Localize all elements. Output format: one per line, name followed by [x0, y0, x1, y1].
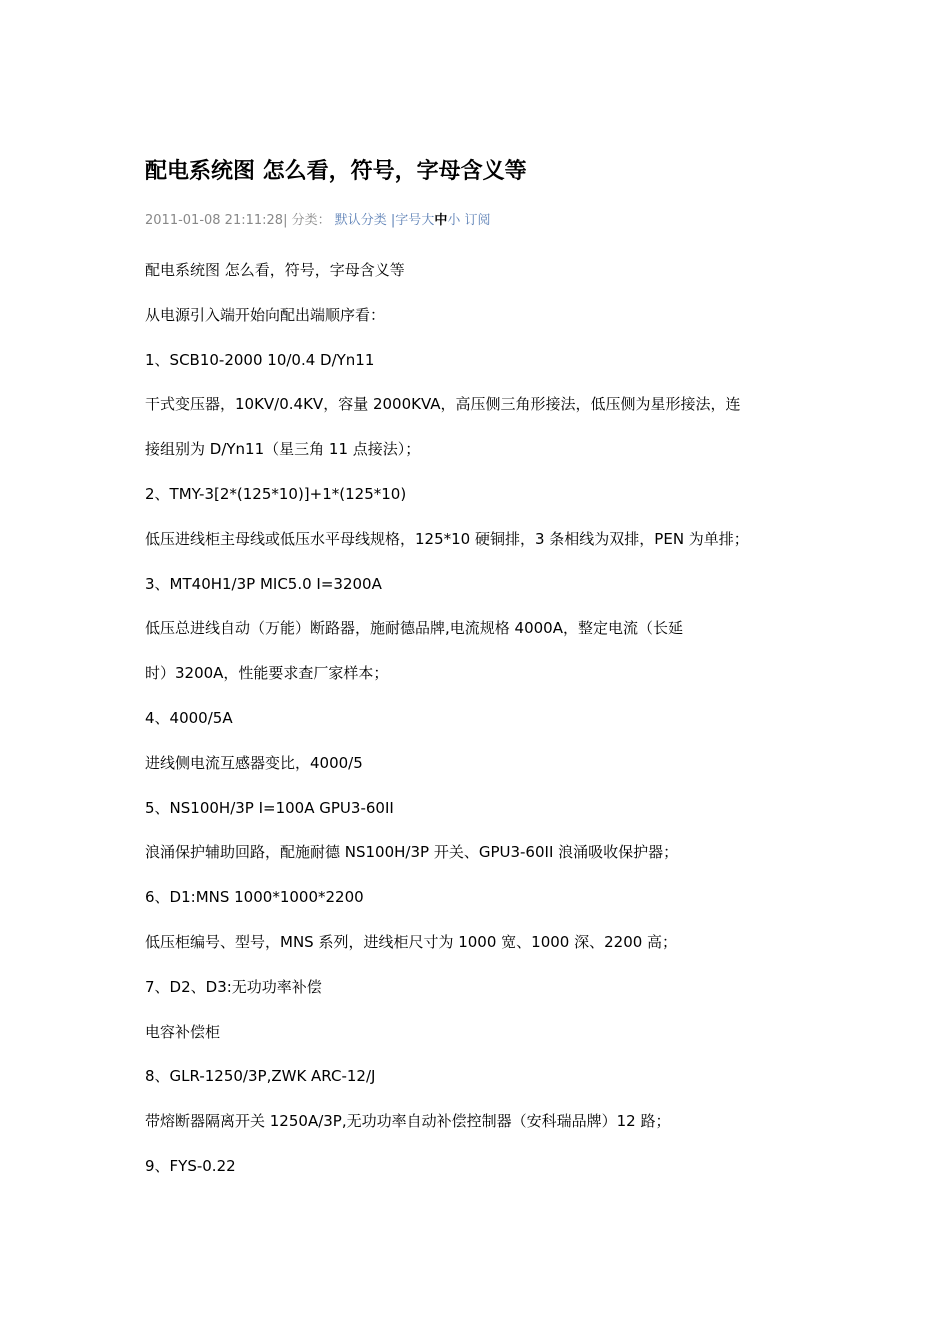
paragraph: 低压柜编号、型号，MNS 系列，进线柜尺寸为 1000 宽、1000 深、2200 高； — [145, 932, 678, 951]
article-meta — [145, 211, 491, 231]
paragraph: 浪涌保护辅助回路，配施耐德 NS100H/3P 开关、GPU3-60II 浪涌吸收保护器； — [145, 843, 679, 862]
paragraph: 6、D1:MNS 1000*1000*2200 — [145, 888, 364, 907]
paragraph: 进线侧电流互感器变比，4000/5 — [145, 753, 363, 772]
paragraph: 4、4000/5A — [145, 708, 233, 727]
post-datetime: 2011-01-08 21:11:28| — [145, 213, 288, 228]
paragraph: 接组别为 D/Yn11（星三角 11 点接法）； — [145, 440, 421, 459]
font-size-medium-link[interactable]: 中 — [434, 213, 448, 228]
paragraph: 5、NS100H/3P I=100A GPU3-60II — [145, 798, 394, 817]
paragraph: 配电系统图 怎么看，符号，字母含义等 — [145, 261, 405, 279]
font-size-small-link[interactable]: 小 — [447, 213, 461, 228]
article-title: 配电系统图 怎么看，符号，字母含义等 — [145, 159, 527, 184]
paragraph: 带熔断器隔离开关 1250A/3P,无功功率自动补偿控制器（安科瑞品牌）12 路； — [145, 1112, 671, 1131]
paragraph: 8、GLR-1250/3P,ZWK ARC-12/J — [145, 1067, 376, 1086]
paragraph: 低压总进线自动（万能）断路器，施耐德品牌,电流规格 4000A，整定电流（长延 — [145, 619, 683, 638]
font-size-label: 字号 — [395, 213, 422, 228]
paragraph: 时）3200A，性能要求查厂家样本； — [145, 664, 389, 683]
paragraph: 3、MT40H1/3P MIC5.0 I=3200A — [145, 574, 382, 593]
article-body — [145, 256, 815, 1197]
paragraph: 7、D2、D3:无功功率补偿 — [145, 977, 322, 996]
meta-separator: | — [390, 213, 396, 228]
paragraph: 低压进线柜主母线或低压水平母线规格，125*10 硬铜排，3 条相线为双排，PEN 为单排； — [145, 529, 749, 548]
category-label: 分类： — [291, 213, 331, 228]
paragraph: 从电源引入端开始向配出端顺序看： — [145, 305, 386, 324]
paragraph: 1、SCB10-2000 10/0.4 D/Yn11 — [145, 350, 375, 369]
category-link[interactable]: 默认分类 — [334, 213, 387, 228]
paragraph: 电容补偿柜 — [145, 1022, 221, 1041]
paragraph: 9、FYS-0.22 — [145, 1156, 236, 1175]
subscribe-link[interactable]: 订阅 — [464, 213, 491, 228]
paragraph: 2、TMY-3[2*(125*10)]+1*(125*10) — [145, 484, 407, 503]
font-size-large-link[interactable]: 大 — [421, 213, 435, 228]
paragraph: 干式变压器，10KV/0.4KV，容量 2000KVA，高压侧三角形接法，低压侧为星形接法，连 — [145, 395, 741, 414]
